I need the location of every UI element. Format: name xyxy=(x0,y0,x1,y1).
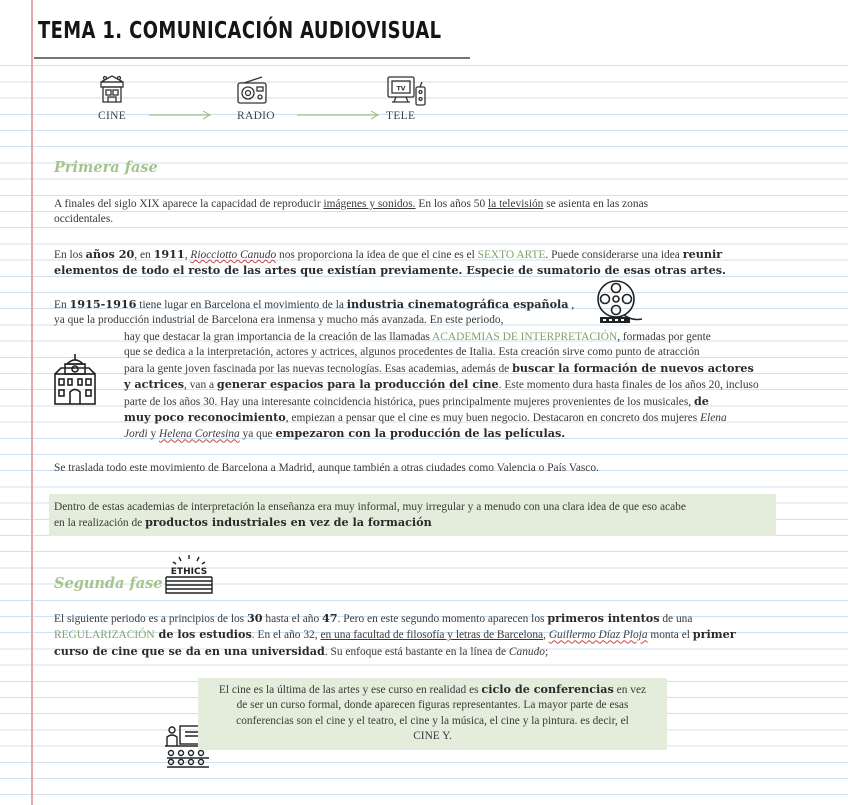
film-reel-icon xyxy=(594,279,644,325)
timeline-radio-label: RADIO xyxy=(237,110,275,122)
paragraph-segunda-fase: El siguiente periodo es a principios de los 30 hasta el año 47. Pero en este segundo momento aparecen los primeros intentos de una REGULARIZACIÓN de los estudios. En el año 32, en una facultad de filosofía y letras de Barcelona, Guillermo Díaz Ploja monta el primer curso de cine que se da en una universidad. Su enfoque está bastante en la línea de Canudo; xyxy=(54,611,736,658)
paragraph-barcelona: En 1915-1916 tiene lugar en Barcelona el movimiento de la industria cinematográfica española , ya que la producción industrial de Barcelona era inmensa y mucho más avanzada. En este periodo, xyxy=(54,297,575,327)
svg-text:TV: TV xyxy=(396,85,406,93)
television-icon xyxy=(386,75,428,107)
timeline-tele-label: TELE xyxy=(386,110,416,122)
page-title: TEMA 1. COMUNICACIÓN AUDIOVISUAL xyxy=(38,18,442,44)
academy-building-icon xyxy=(53,352,97,406)
primera-fase-heading: Primera fase xyxy=(54,159,158,176)
margin-line xyxy=(31,0,33,805)
ethics-label: ETHICS xyxy=(170,567,208,577)
paragraph-academias: hay que destacar la gran importancia de la creación de las llamadas ACADEMIAS DE INTERPRETACIÓN, formadas por gente que se dedica a la interpretación, actores y actrices, algunos procedentes de Italia. Esta creación sirve como punto de atracción para la gente joven fascinada por las nuevas tecnologías. Esas academias, además de buscar la formación de nuevos actores y actrices, van a generar espacios para la producción del cine. Este momento dura hasta finales de los años 20, incluso parte de los años 30. Hay una interesante coincidencia histórica, pues principalmente mujeres provenientes de los musicales, de muy poco reconocimiento, empiezan a pensar que el cine es muy buen negocio. Destacaron en concreto dos mujeres Elena Jordi y Helena Cortesina ya que empezaron con la producción de las películas. xyxy=(124,331,759,441)
highlight-text-conferencias: El cine es la última de las artes y ese curso en realidad es ciclo de conferencias en vez de ser un curso formal, donde aparecen figuras representantes. La mayor parte de esas conferencias son el cine y el teatro, el cine y la música, el cine y la pintura. es decir, el CINE Y. xyxy=(218,682,647,743)
segunda-fase-heading: Segunda fase xyxy=(54,575,163,592)
paragraph-sexto-arte: En los años 20, en 1911, Riocciotto Canudo nos proporciona la idea de que el cine es el SEXTO ARTE. Puede considerarse una idea reunir elementos de todo el resto de las artes que existían previamente. Especie de sumatorio de esas otras artes. xyxy=(54,247,726,278)
title-underline xyxy=(34,57,470,59)
timeline-arrow-1 xyxy=(148,109,212,121)
cinema-building-icon xyxy=(97,74,127,104)
radio-icon xyxy=(236,75,268,105)
highlight-text-formacion: Dentro de estas academias de interpretación la enseñanza era muy informal, muy irregular y a menudo con una clara idea de que eso acabe en la realización de productos industriales en vez de la formación xyxy=(54,501,686,530)
timeline-arrow-2 xyxy=(296,109,380,121)
paragraph-madrid: Se traslada todo este movimiento de Barcelona a Madrid, aunque también a otras ciudades como Valencia o País Vasco. xyxy=(54,462,599,474)
timeline-cine-label: CINE xyxy=(98,110,127,122)
ethics-book-icon xyxy=(164,553,214,597)
paragraph-intro: A finales del siglo XIX aparece la capacidad de reproducir imágenes y sonidos. En los años 50 la televisión se asienta en las zonas occidentales. xyxy=(54,198,649,226)
